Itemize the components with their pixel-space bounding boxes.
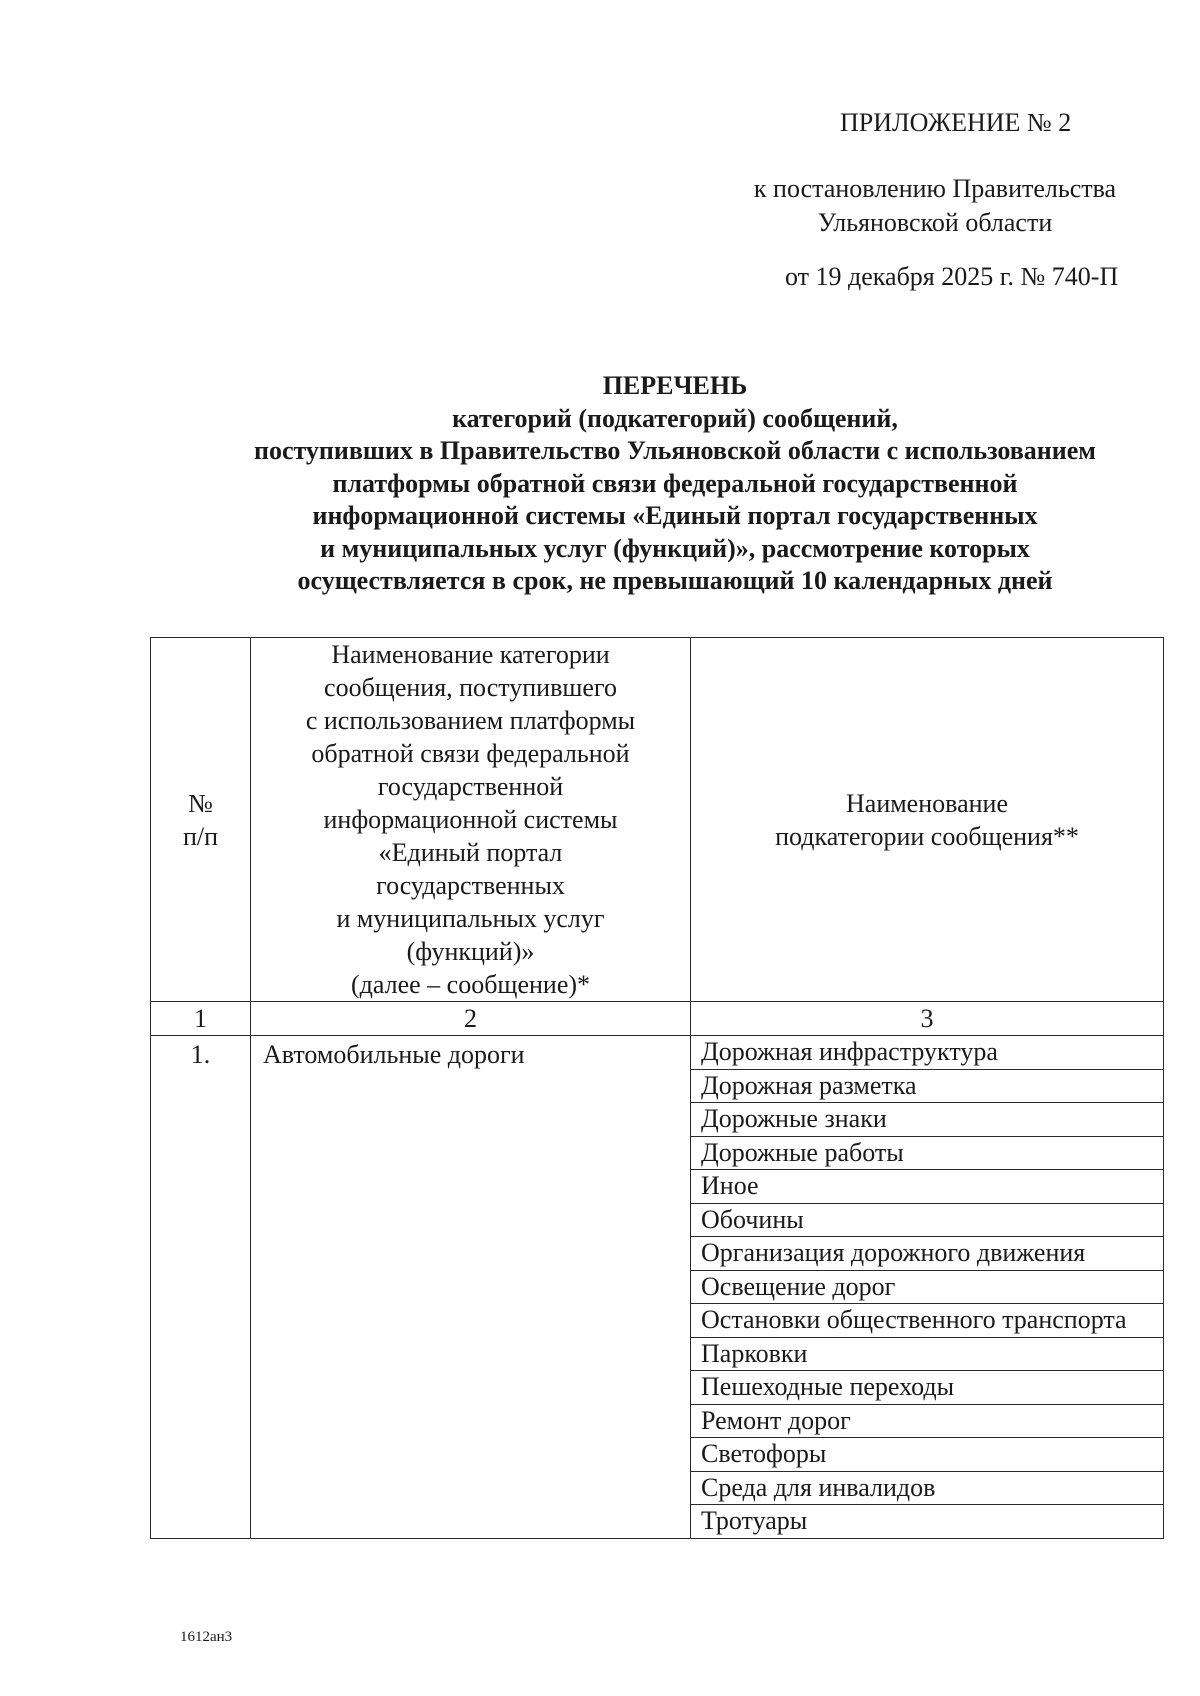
header-text-line: (функций)»: [406, 937, 535, 966]
subcategory-item: Иное: [691, 1170, 1163, 1204]
document-title: ПЕРЕЧЕНЬ: [602, 371, 748, 400]
subcategory-item: Дорожная разметка: [691, 1070, 1163, 1104]
heading-line: информационной системы «Единый портал государственных: [312, 501, 1038, 530]
header-text-line: (далее – сообщение)*: [350, 970, 591, 999]
subcategory-item: Освещение дорог: [691, 1271, 1163, 1305]
subcategory-item: Дорожная инфраструктура: [691, 1036, 1163, 1070]
heading-line: категорий (подкатегорий) сообщений,: [452, 403, 898, 433]
decree-reference: [700, 172, 1170, 240]
header-text-line: Наименование: [846, 788, 1008, 818]
header-text-line: информационной системы: [323, 805, 618, 834]
header-text-line: обратной связи федеральной: [311, 739, 630, 768]
subcategory-item: Ремонт дорог: [691, 1405, 1163, 1439]
heading-line: и муниципальных услуг (функций)», рассмотрение которых: [320, 533, 1030, 563]
table-row: [151, 1036, 1164, 1539]
subcategory-item: Пешеходные переходы: [691, 1371, 1163, 1405]
row-number: 1.: [151, 1036, 251, 1539]
table-header-row: [151, 638, 1164, 1002]
heading-line: поступивших в Правительство Ульяновской области с использованием: [253, 436, 1097, 465]
column-number: 2: [251, 1002, 691, 1036]
appendix-title: ПРИЛОЖЕНИЕ № 2: [840, 108, 1072, 137]
subcategory-item: Дорожные знаки: [691, 1103, 1163, 1137]
header-subcategory: [691, 638, 1164, 1002]
decree-reference-line: к постановлению Правительства: [753, 174, 1117, 203]
document-heading: [150, 370, 1200, 598]
subcategory-item: Дорожные работы: [691, 1137, 1163, 1171]
decree-reference-line: Ульяновской области: [817, 208, 1053, 237]
subcategory-item: Среда для инвалидов: [691, 1472, 1163, 1506]
category-name: Автомобильные дороги: [251, 1036, 691, 1539]
subcategory-item: Организация дорожного движения: [691, 1237, 1163, 1271]
subcategory-list: [691, 1036, 1164, 1539]
heading-line: осуществляется в срок, не превышающий 10 календарных дней: [297, 566, 1053, 595]
column-number: 3: [691, 1002, 1164, 1036]
heading-line: платформы обратной связи федеральной государственной: [332, 468, 1018, 498]
header-text-line: сообщения, поступившего: [324, 673, 617, 702]
subcategory-item: Остановки общественного транспорта: [691, 1304, 1163, 1338]
column-number: 1: [151, 1002, 251, 1036]
header-text-line: Наименование категории: [331, 640, 610, 669]
subcategory-item: Тротуары: [701, 1506, 808, 1535]
subcategory-item: Парковки: [691, 1338, 1163, 1372]
header-text-line: государственной: [377, 772, 564, 801]
subcategory-item: Светофоры: [691, 1438, 1163, 1472]
header-category: [251, 638, 691, 1002]
header-text-line: подкатегории сообщения**: [775, 821, 1079, 851]
header-number: [151, 638, 251, 1002]
header-text-line: с использованием платформы: [305, 706, 636, 735]
header-text-line: «Единый портал: [378, 838, 563, 867]
header-text-line: п/п: [182, 821, 219, 851]
subcategory-item: Обочины: [691, 1204, 1163, 1238]
header-text-line: и муниципальных услуг: [336, 904, 605, 933]
categories-table: [150, 637, 1164, 1539]
column-number-row: [151, 1002, 1164, 1036]
header-text-line: №: [188, 788, 213, 818]
decree-date: от 19 декабря 2025 г. № 740-П: [785, 262, 1119, 291]
document-code: 1612ан3: [180, 1629, 233, 1645]
header-text-line: государственных: [376, 871, 565, 900]
